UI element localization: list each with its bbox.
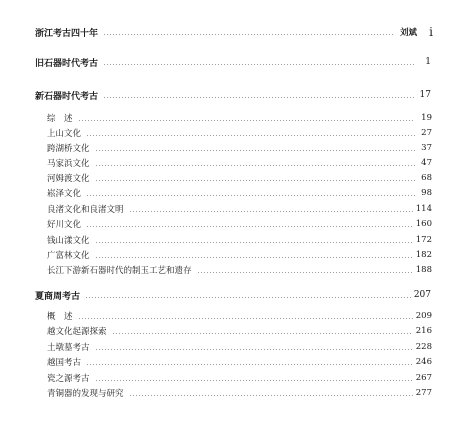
toc-item[interactable] [47,217,432,231]
section-page: 1 [425,57,431,67]
toc-item[interactable] [47,324,432,338]
item-title: 广富林文化 [47,251,90,261]
section-title: 夏商周考古 [35,291,81,302]
dot-leader [78,120,415,121]
dot-leader [95,380,413,381]
dot-leader [95,165,415,166]
dot-leader [85,297,411,298]
toc-section[interactable] [35,55,431,69]
item-page: 172 [415,235,432,245]
entry-page: i [429,25,433,39]
item-page: 47 [421,158,432,168]
toc-item[interactable] [47,233,432,247]
item-page: 98 [421,188,432,198]
section-title: 旧石器时代考古 [35,58,99,69]
item-page: 267 [415,373,432,383]
toc-item[interactable] [47,340,432,354]
item-title: 良渚文化和良渚文明 [47,205,124,215]
dot-leader [95,349,413,350]
dot-leader [95,150,415,151]
toc-section[interactable] [35,88,431,102]
toc-item[interactable] [47,156,432,170]
item-page: 27 [421,128,432,138]
toc-item[interactable] [47,309,432,323]
dot-leader [95,242,413,243]
item-page: 228 [415,342,432,352]
item-title: 越国考古 [47,358,82,368]
toc-item[interactable] [47,202,432,216]
item-page: 160 [415,219,432,229]
item-title: 钱山漾文化 [47,236,90,246]
item-page: 209 [415,311,432,321]
item-title: 跨湖桥文化 [47,144,90,154]
item-title: 土墩墓考古 [47,343,90,353]
entry-title: 浙江考古四十年 [35,28,99,39]
toc-item[interactable] [47,111,432,125]
dot-leader [103,34,395,35]
section-title: 新石器时代考古 [35,91,99,102]
item-title: 瓷之源考古 [47,374,90,384]
toc-item[interactable] [47,371,432,385]
dot-leader [86,226,413,227]
toc-item[interactable] [47,263,432,277]
item-title: 综 述 [47,114,73,124]
item-page: 37 [421,143,432,153]
toc-item[interactable] [47,355,432,369]
item-page: 68 [421,173,432,183]
toc-section[interactable] [35,288,431,302]
toc-item[interactable] [47,141,432,155]
dot-leader [86,364,413,365]
item-page: 182 [415,250,432,260]
item-page: 277 [415,388,432,398]
item-title: 好川文化 [47,220,82,230]
section-page: 17 [419,90,431,100]
dot-leader [129,211,413,212]
item-title: 长江下游新石器时代的制玉工艺和遗存 [47,266,192,276]
item-title: 概 述 [47,312,73,322]
entry-author: 刘斌 [399,28,417,38]
toc-entry-preface[interactable] [35,25,433,39]
toc-item[interactable] [47,386,432,400]
item-title: 越文化起源探索 [47,327,107,337]
dot-leader [129,395,413,396]
toc-item[interactable] [47,186,432,200]
dot-leader [86,195,415,196]
item-page: 216 [415,326,432,336]
toc-item[interactable] [47,248,432,262]
section-page: 207 [413,290,431,300]
item-title: 青铜器的发现与研究 [47,389,124,399]
dot-leader [112,333,413,334]
dot-leader [103,97,414,98]
item-title: 崧泽文化 [47,189,82,199]
dot-leader [78,318,413,319]
item-page: 188 [415,265,432,275]
toc-item[interactable] [47,171,432,185]
dot-leader [103,64,414,65]
item-page: 19 [421,113,432,123]
item-page: 246 [415,357,432,367]
item-title: 河姆渡文化 [47,174,90,184]
item-page: 114 [415,204,432,214]
toc-item[interactable] [47,126,432,140]
dot-leader [95,257,413,258]
item-title: 上山文化 [47,129,82,139]
dot-leader [95,180,415,181]
dot-leader [86,135,415,136]
item-title: 马家浜文化 [47,159,90,169]
dot-leader [197,272,413,273]
